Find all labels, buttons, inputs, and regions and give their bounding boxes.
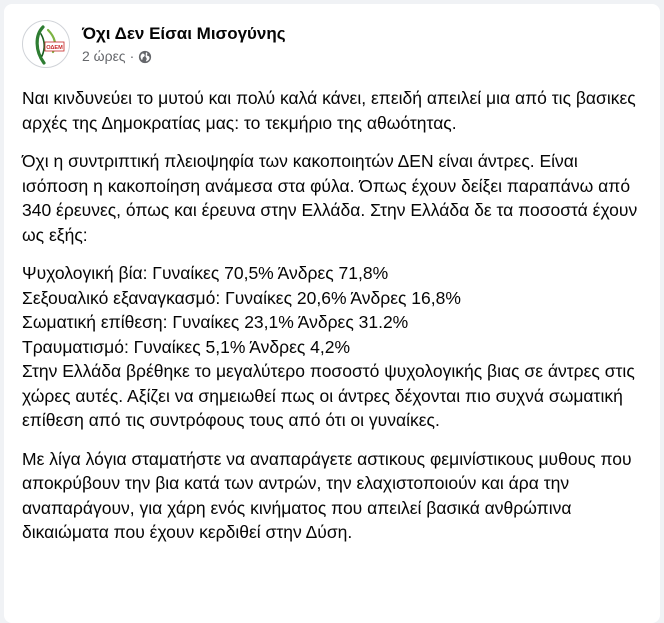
globe-icon[interactable] [138, 49, 152, 63]
post-stats-list [22, 261, 644, 359]
post-body [22, 86, 644, 545]
post-paragraph-3: Στην Ελλάδα βρέθηκε το μεγαλύτερο ποσοστό ψυχολογικής βιας σε άντρες στις χώρες αυτές. Αξίζει να σημειωθεί πως οι άντρες δέχονται πιο συχνά σωματική επίθεση από τις συντρόφους τους από ότι οι γυναίκες. [22, 361, 635, 430]
post-paragraph-2: Όχι η συντριπτική πλειοψηφία των κακοποιητών ΔΕΝ είναι άντρες. Είναι ισόποση η κακοποίηση ανάμεσα στα φύλα. Όπως έχουν δείξει παραπάνω από 340 έρευνες, όπως και έρευνα στην Ελλάδα. Στην Ελλάδα δε τα ποσοστά έχουν ως εξής: [22, 151, 638, 245]
post-timestamp[interactable]: 2 ώρες [82, 47, 126, 64]
meta-separator: · [129, 47, 135, 64]
page-name-link[interactable]: Όχι Δεν Είσαι Μισογύνης [82, 23, 286, 43]
post-subtitle [82, 46, 286, 66]
stat-line-sexual: Σεξουαλικό εξαναγκασμό: Γυναίκες 20,6% Άνδρες 16,8% [22, 287, 461, 308]
post-meta [82, 23, 286, 66]
avatar-logo-text: ΟΔΕΜ [46, 44, 63, 51]
stat-line-injury: Τραυματισμό: Γυναίκες 5,1% Άνδρες 4,2% [22, 336, 351, 357]
post-paragraph-1: Ναι κινδυνεύει το μυτού και πολύ καλά κάνει, επειδή απειλεί μια από τις βασικες αρχές της Δημοκρατίας μας: το τεκμήριο της αθωότητας. [22, 88, 636, 133]
post-card [4, 4, 660, 623]
page-logo-icon [23, 21, 70, 68]
page-avatar[interactable] [22, 20, 70, 68]
stat-line-psychological: Ψυχολογική βία: Γυναίκες 70,5% Άνδρες 71,8% [22, 263, 389, 283]
stat-line-physical: Σωματική επίθεση: Γυναίκες 23,1% Άνδρες 31.2% [22, 312, 409, 332]
post-header [22, 18, 644, 70]
post-paragraph-4: Με λίγα λόγια σταματήστε να αναπαράγετε αστικους φεμινίστικους μυθους που αποκρύβουν την βια κατά των αντρών, την ελαχιστοποιούν και άρα την αναπαράγουν, για χάρη ενός κινήματος που απειλεί βασικά ανθρώπινα δικαιώματα που έχουν κερδιθεί στην Δύση. [22, 448, 632, 542]
